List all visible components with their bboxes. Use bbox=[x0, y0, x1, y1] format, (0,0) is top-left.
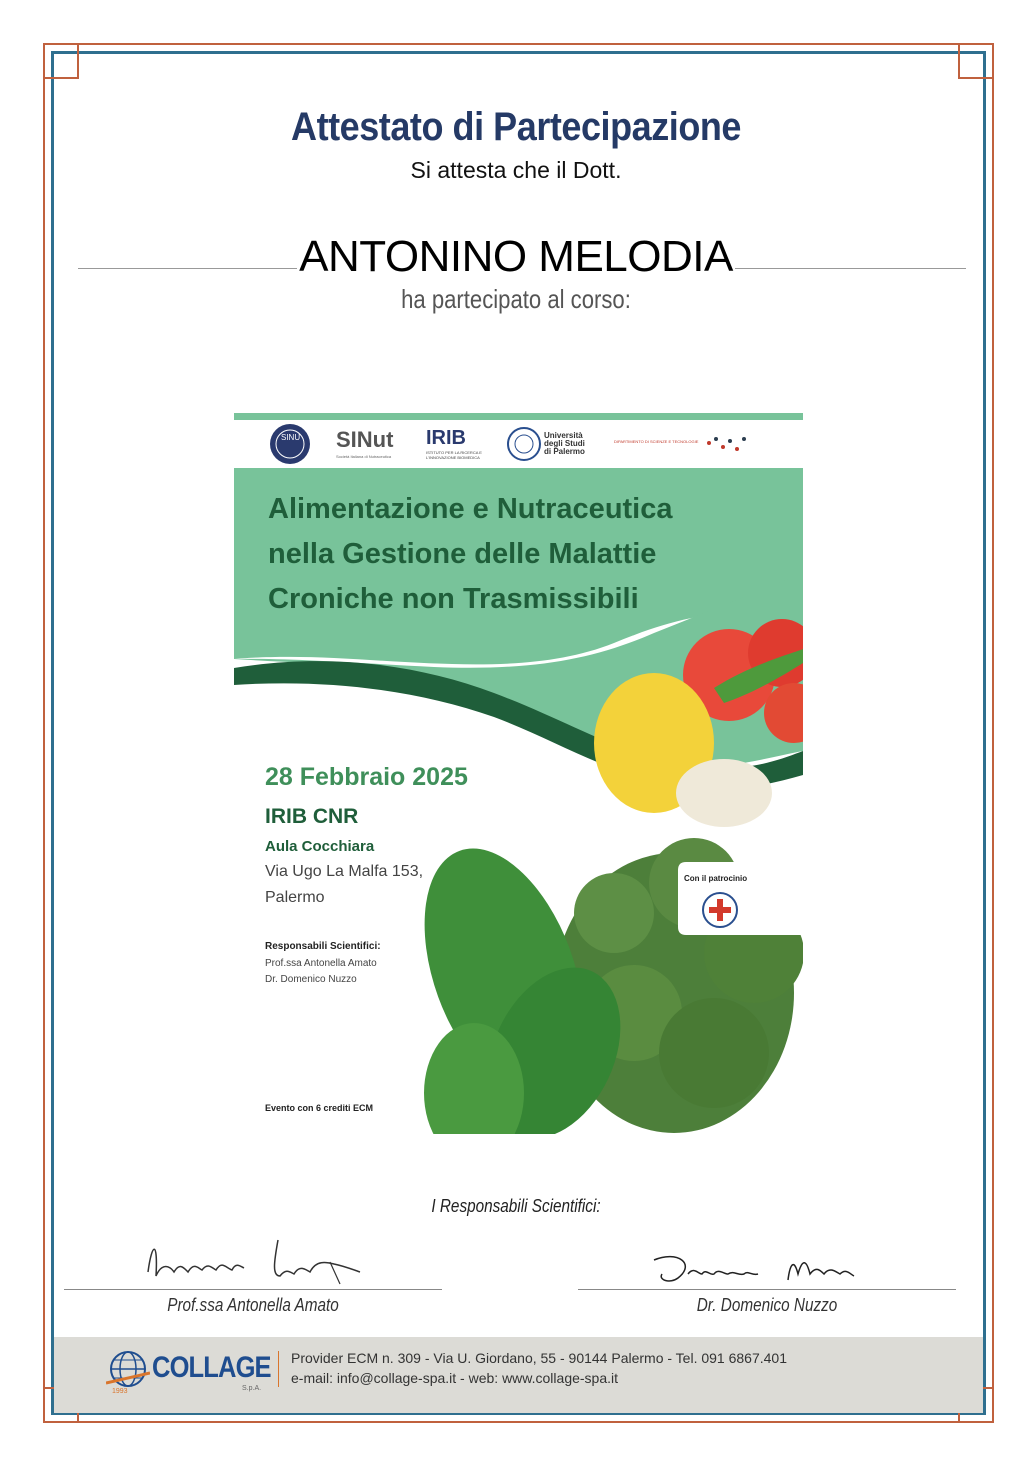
unipa-logo-text: Università degli Studi di Palermo bbox=[544, 431, 585, 456]
collage-globe-icon bbox=[106, 1349, 150, 1389]
turnip bbox=[676, 759, 772, 827]
signatures-heading: I Responsabili Scientifici: bbox=[431, 1196, 601, 1216]
poster-responsabile-1: Prof.ssa Antonella Amato bbox=[265, 958, 377, 969]
collage-logo: COLLAGE bbox=[152, 1351, 271, 1384]
signature-left bbox=[140, 1232, 370, 1292]
corner-ornament-top-right bbox=[958, 43, 994, 79]
footer-provider-line: Provider ECM n. 309 - Via U. Giordano, 55 - 90144 Palermo - Tel. 091 6867.401 bbox=[291, 1350, 787, 1366]
signature-name-left: Prof.ssa Antonella Amato bbox=[167, 1295, 339, 1315]
poster-patronage-label: Con il patrocinio bbox=[684, 874, 748, 883]
poster-date: 28 Febbraio 2025 bbox=[265, 763, 468, 791]
sinu-logo-text: SINU bbox=[281, 433, 301, 442]
dept-logo-text: DIPARTIMENTO DI SCIENZE E TECNOLOGIE bbox=[614, 439, 699, 444]
course-poster bbox=[234, 413, 803, 1134]
course-intro: ha partecipato al corso: bbox=[401, 284, 631, 314]
corner-ornament-top-left bbox=[43, 43, 79, 79]
irib-logo-text: IRIB bbox=[426, 427, 466, 449]
participant-name-wrapper bbox=[0, 232, 1032, 282]
certificate-title: Attestato di Partecipazione bbox=[291, 105, 741, 149]
poster-address-line-1: Via Ugo La Malfa 153, bbox=[265, 863, 424, 880]
poster-title-line-2: nella Gestione delle Malattie bbox=[268, 538, 657, 570]
provider-footer bbox=[54, 1337, 983, 1413]
poster-address-line-2: Palermo bbox=[265, 889, 325, 906]
certificate-subtitle: Si attesta che il Dott. bbox=[410, 157, 622, 183]
sinut-logo-text: SINut bbox=[336, 427, 394, 452]
participant-name: ANTONINO MELODIA bbox=[299, 232, 733, 281]
collage-suffix: S.p.A. bbox=[242, 1385, 262, 1392]
collage-since: 1993 bbox=[112, 1388, 128, 1395]
footer-contact-line: e-mail: info@collage-spa.it - web: www.collage-spa.it bbox=[291, 1370, 619, 1386]
poster-top-strip bbox=[234, 413, 803, 420]
irib-subtitle: ISTITUTO PER LA RICERCA E L'INNOVAZIONE BIOMEDICA bbox=[426, 450, 482, 460]
poster-responsabile-2: Dr. Domenico Nuzzo bbox=[265, 974, 357, 985]
footer-divider bbox=[278, 1351, 279, 1387]
signature-name-right: Dr. Domenico Nuzzo bbox=[696, 1295, 838, 1315]
poster-responsabili-label: Responsabili Scientifici: bbox=[265, 941, 381, 952]
patronage-box bbox=[678, 862, 803, 935]
poster-title-line-3: Croniche non Trasmissibili bbox=[268, 583, 639, 615]
signature-line-right bbox=[578, 1289, 956, 1290]
signature-line-left bbox=[64, 1289, 442, 1290]
poster-logo-bar bbox=[234, 420, 803, 468]
poster-venue: IRIB CNR bbox=[265, 805, 359, 828]
sinut-subtitle: Società Italiana di Nutraceutica bbox=[336, 454, 392, 459]
poster-title-line-1: Alimentazione e Nutraceutica bbox=[268, 493, 673, 525]
poster-credits: Evento con 6 crediti ECM bbox=[265, 1103, 374, 1113]
poster-title bbox=[268, 487, 673, 622]
signature-right bbox=[648, 1244, 858, 1294]
poster-room: Aula Cocchiara bbox=[265, 838, 375, 855]
